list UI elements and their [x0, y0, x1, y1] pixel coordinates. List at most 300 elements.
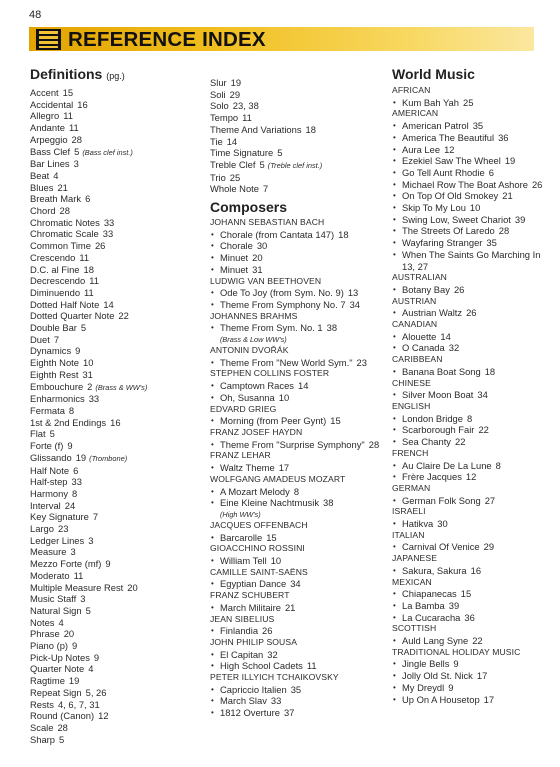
- definition-entry: [210, 159, 385, 172]
- definition-term: Blues: [30, 181, 54, 193]
- page-ref: 11: [306, 660, 317, 672]
- category-heading: CARIBBEAN: [392, 354, 443, 365]
- definition-entry: [30, 205, 190, 217]
- piece-title: Alouette: [402, 330, 437, 342]
- composers-heading: Composers: [210, 199, 288, 216]
- page-ref: 11: [63, 110, 73, 122]
- piece-title: Jolly Old St. Nick: [402, 670, 473, 682]
- page-ref: 25: [462, 96, 474, 108]
- page-number: 48: [29, 9, 42, 21]
- category-heading: FRANZ LEHAR: [210, 450, 271, 461]
- piece-title: Auld Lang Syne: [402, 635, 469, 647]
- piece-entry: [392, 658, 552, 670]
- definition-note: (Treble clef inst.): [267, 160, 323, 170]
- definition-term: Beat: [30, 169, 50, 181]
- category-heading: AUSTRALIAN: [392, 272, 447, 283]
- piece-entry: [210, 486, 385, 498]
- category-heading: JACQUES OFFENBACH: [210, 519, 308, 530]
- piece-title: Frère Jacques: [402, 471, 462, 483]
- definition-entry: [30, 345, 190, 357]
- definition-entry: [30, 570, 190, 582]
- piece-title: La Cucaracha: [402, 611, 461, 623]
- definition-term: Dotted Half Note: [30, 298, 100, 310]
- category-heading: TRADITIONAL HOLIDAY MUSIC: [392, 646, 521, 657]
- page-ref: 14: [103, 298, 114, 310]
- definition-entry: [30, 217, 190, 229]
- category-heading: SCOTTISH: [392, 623, 437, 634]
- piece-title: Chorale: [220, 240, 253, 252]
- piece-entry: [210, 462, 385, 474]
- piece-title: O Canada: [402, 342, 445, 354]
- piece-entry: [392, 225, 552, 237]
- page-ref: 15: [266, 531, 277, 543]
- piece-entry: [392, 612, 552, 624]
- definition-entry: [30, 699, 190, 711]
- piece-entry: [210, 578, 385, 590]
- category-heading: JOHN PHILIP SOUSA: [210, 636, 298, 647]
- page-ref: 25: [229, 171, 241, 183]
- page-ref: 8: [68, 404, 75, 416]
- page-ref: 36: [464, 611, 475, 623]
- page-ref: 24: [64, 499, 76, 511]
- category-heading: STEPHEN COLLINS FOSTER: [210, 368, 330, 379]
- page-ref: 13, 27: [402, 260, 429, 272]
- page-ref: 3: [88, 534, 94, 546]
- piece-entry: [210, 555, 385, 567]
- page-ref: 26: [262, 625, 273, 637]
- piece-entry: [210, 322, 385, 334]
- definition-entry: [30, 393, 190, 405]
- piece-entry: [210, 439, 385, 451]
- piece-title: Kum Bah Yah: [402, 96, 459, 108]
- world-music-column: [392, 66, 552, 705]
- page-ref: 5, 26: [85, 686, 107, 698]
- page-ref: 9: [453, 658, 459, 670]
- page-ref: 39: [514, 213, 526, 225]
- piece-entry: [392, 202, 552, 214]
- piece-entry: [210, 264, 385, 276]
- page-ref: 5: [74, 145, 80, 157]
- page-ref: 21: [57, 181, 68, 193]
- page-ref: 5: [85, 604, 91, 616]
- definition-entry: [30, 417, 190, 429]
- page-ref: 8: [495, 459, 501, 471]
- piece-entry: [392, 366, 552, 378]
- definition-term: Solo: [210, 100, 229, 112]
- page-ref: 15: [62, 87, 74, 98]
- definition-entry: [30, 193, 190, 205]
- category-heading: WOLFGANG AMADEUS MOZART: [210, 473, 346, 484]
- page-ref: 33: [71, 476, 82, 488]
- definition-entry: [30, 122, 190, 134]
- definition-term: Natural Sign: [30, 604, 82, 616]
- definition-entry: [30, 357, 190, 369]
- definition-term: Rests: [30, 698, 54, 710]
- definition-entry: [30, 310, 190, 322]
- piece-entry: [210, 287, 385, 299]
- page-ref: 28: [57, 721, 68, 733]
- definition-entry: [210, 112, 385, 124]
- page-ref: 34: [290, 578, 301, 590]
- page-ref: 7: [92, 511, 99, 523]
- stripes-logo-icon: [36, 29, 61, 50]
- piece-title: 1812 Overture: [220, 707, 280, 719]
- page-ref: 5: [277, 147, 283, 159]
- definition-term: Enharmonics: [30, 393, 85, 405]
- definition-term: Trio: [210, 171, 226, 183]
- definition-term: Dynamics: [30, 345, 72, 357]
- definition-entry: [210, 172, 385, 184]
- definition-term: Bar Lines: [30, 158, 70, 170]
- page-ref: 18: [338, 228, 349, 240]
- definition-term: Allegro: [30, 110, 60, 122]
- definition-term: Decrescendo: [30, 275, 86, 287]
- piece-title: La Bamba: [402, 599, 445, 611]
- piece-entry: [210, 532, 385, 544]
- piece-title: Capriccio Italien: [220, 683, 287, 695]
- piece-title: Chiapanecas: [402, 588, 457, 600]
- piece-entry: [210, 649, 385, 661]
- piece-title: Theme From "New World Sym.": [220, 356, 353, 368]
- piece-entry: [392, 565, 552, 577]
- page-ref: 9: [75, 345, 81, 357]
- page-ref: 10: [278, 391, 290, 403]
- definition-term: Treble Clef: [210, 158, 256, 170]
- piece-entry: [210, 625, 385, 637]
- definition-term: Harmony: [30, 487, 69, 499]
- page-ref: 23, 38: [232, 100, 259, 112]
- piece-title: When The Saints Go Marching In: [402, 248, 541, 260]
- page-ref: 18: [484, 365, 496, 377]
- definition-entry: [30, 663, 190, 675]
- page-ref: 36: [498, 131, 509, 143]
- definition-term: Dotted Quarter Note: [30, 310, 115, 322]
- definition-entry: [210, 100, 385, 112]
- page-ref: 4: [58, 616, 64, 628]
- definition-entry: [30, 275, 190, 287]
- piece-note: (High WW's): [220, 509, 261, 519]
- definition-term: Chromatic Notes: [30, 216, 100, 228]
- definition-entry: [30, 465, 190, 477]
- definition-term: Repeat Sign: [30, 686, 82, 698]
- page-ref: 10: [270, 555, 282, 567]
- page-ref: 10: [469, 202, 481, 214]
- definition-entry: [210, 147, 385, 159]
- category-heading: FRANZ SCHUBERT: [210, 590, 290, 601]
- definition-entry: [30, 558, 190, 570]
- definition-term: Ledger Lines: [30, 534, 85, 546]
- definition-entry: [30, 675, 190, 687]
- page-ref: 4: [88, 663, 94, 675]
- page-ref: 10: [83, 357, 94, 369]
- definition-note: (Trombone): [89, 453, 128, 463]
- piece-entry: [392, 179, 552, 191]
- definition-entry: [30, 369, 190, 381]
- piece-title: Carnival Of Venice: [402, 541, 480, 553]
- page-ref: 26: [94, 240, 106, 252]
- definition-entry: [30, 334, 190, 346]
- piece-title: Eine Kleine Nachtmusik: [220, 497, 320, 509]
- page-ref: 33: [270, 695, 282, 707]
- definition-term: Accent: [30, 87, 59, 98]
- page-ref: 26: [453, 283, 465, 295]
- definition-entry: [30, 628, 190, 640]
- page-ref: 12: [98, 710, 109, 722]
- page-ref: 19: [230, 77, 242, 88]
- page-ref: 21: [284, 601, 296, 613]
- page-ref: 30: [437, 518, 448, 530]
- piece-entry: [392, 132, 552, 144]
- definitions-column: [30, 66, 190, 745]
- category-heading: CHINESE: [392, 377, 431, 388]
- piece-entry: [210, 415, 385, 427]
- page-ref: 9: [72, 640, 78, 652]
- piece-entry: [392, 460, 552, 472]
- definition-term: Scale: [30, 721, 54, 733]
- piece-entry: [392, 635, 552, 647]
- piece-title: Ezekiel Saw The Wheel: [402, 155, 501, 167]
- piece-entry: [210, 392, 385, 404]
- definition-entry: [30, 110, 190, 122]
- page-ref: 2: [87, 380, 93, 392]
- definition-note: (Brass & WW's): [95, 382, 148, 392]
- piece-entry: [392, 284, 552, 296]
- piece-entry: [210, 380, 385, 392]
- piece-title: Hatikva: [402, 518, 434, 530]
- page-ref: 22: [118, 310, 129, 322]
- piece-entry: [392, 167, 552, 179]
- page-ref: 5: [59, 733, 65, 745]
- definition-term: Breath Mark: [30, 193, 82, 205]
- piece-entry: [392, 518, 552, 530]
- definition-term: Sharp: [30, 733, 56, 745]
- definition-entry: [30, 582, 190, 594]
- definition-term: Measure: [30, 546, 67, 558]
- page-ref: 9: [93, 651, 100, 663]
- definition-entry: [30, 134, 190, 146]
- piece-entry: [392, 155, 552, 167]
- piece-title: March Slav: [220, 695, 267, 707]
- piece-entry: [210, 252, 385, 264]
- category-heading: MEXICAN: [392, 576, 432, 587]
- definitions-heading-text: Definitions: [30, 66, 103, 82]
- page-ref: 26: [466, 307, 477, 319]
- piece-entry: [210, 602, 385, 614]
- piece-title: Jingle Bells: [402, 658, 450, 670]
- piece-title: German Folk Song: [402, 494, 481, 506]
- piece-entry: [392, 120, 552, 132]
- piece-entry: [392, 413, 552, 425]
- piece-title: Michael Row The Boat Ashore: [402, 178, 528, 190]
- piece-title: High School Cadets: [220, 660, 303, 672]
- page-ref: 38: [323, 497, 334, 509]
- page-ref: 23: [356, 356, 367, 368]
- page-ref: 3: [80, 593, 86, 605]
- piece-title: On Top Of Old Smokey: [402, 190, 499, 202]
- definition-term: Flat: [30, 428, 46, 440]
- definition-term: Notes: [30, 616, 55, 628]
- piece-entry: [210, 497, 385, 509]
- piece-entry: [392, 694, 552, 706]
- definition-entry: [30, 170, 190, 182]
- piece-entry: [392, 331, 552, 343]
- definition-term: Double Bar: [30, 322, 77, 334]
- piece-title: My Dreydl: [402, 681, 445, 693]
- definition-term: Multiple Measure Rest: [30, 581, 124, 593]
- piece-entry: [392, 600, 552, 612]
- page-ref: 5: [259, 158, 265, 170]
- definition-entry: [30, 640, 190, 652]
- category-heading: AUSTRIAN: [392, 295, 437, 306]
- page-ref: 26: [531, 178, 543, 190]
- definition-term: 1st & 2nd Endings: [30, 416, 107, 428]
- piece-title: The Streets Of Laredo: [402, 225, 495, 237]
- category-heading: JAPANESE: [392, 553, 438, 564]
- page-ref: 28: [498, 225, 510, 237]
- page-ref: 35: [472, 120, 484, 132]
- category-heading: ANTONIN DVOŘÁK: [210, 345, 289, 356]
- piece-title: A Mozart Melody: [220, 485, 290, 497]
- page-ref: 8: [467, 412, 473, 424]
- page-ref: 9: [67, 440, 73, 452]
- piece-entry: [392, 495, 552, 507]
- page-ref: 19: [68, 675, 80, 687]
- piece-title: Go Tell Aunt Rhodie: [402, 166, 485, 178]
- page-ref: 20: [252, 252, 263, 264]
- piece-title: Aura Lee: [402, 143, 441, 155]
- definition-term: Quarter Note: [30, 663, 85, 675]
- definition-entry: [30, 87, 190, 99]
- definition-note: (Bass clef inst.): [82, 147, 133, 157]
- piece-title: Theme From "Surprise Symphony": [220, 438, 365, 450]
- definition-term: Whole Note: [210, 183, 259, 195]
- category-heading: CANADIAN: [392, 319, 438, 330]
- page-ref: 9: [448, 681, 454, 693]
- definition-entry: [30, 299, 190, 311]
- definition-entry: [210, 77, 385, 89]
- piece-title: Ode To Joy (from Sym. No. 9): [220, 287, 344, 299]
- category-heading: FRANZ JOSEF HAYDN: [210, 426, 303, 437]
- page-ref: 23: [57, 523, 69, 535]
- piece-entry: [392, 682, 552, 694]
- piece-title: Waltz Theme: [220, 462, 275, 474]
- definition-entry: [30, 710, 190, 722]
- piece-entry: [392, 342, 552, 354]
- page-ref: 14: [440, 330, 451, 342]
- definition-term: Largo: [30, 523, 54, 535]
- piece-title: Finlandia: [220, 625, 259, 637]
- page-ref: 4, 6, 7, 31: [57, 698, 100, 710]
- page-ref: 14: [226, 135, 238, 147]
- definition-term: Duet: [30, 333, 50, 345]
- piece-title: Botany Bay: [402, 283, 450, 295]
- definition-term: Eighth Rest: [30, 368, 79, 380]
- page-ref: 22: [472, 635, 483, 647]
- page-ref: 29: [229, 88, 241, 100]
- definition-term: Diminuendo: [30, 286, 81, 298]
- category-heading: AFRICAN: [392, 85, 431, 95]
- page-ref: 34: [477, 389, 488, 401]
- page-ref: 7: [262, 183, 269, 195]
- piece-title: Egyptian Dance: [220, 578, 287, 590]
- definition-entry: [30, 240, 190, 252]
- piece-note: (Brass & Low WW's): [220, 335, 287, 345]
- page-ref: 35: [486, 237, 497, 249]
- definition-entry: [210, 89, 385, 101]
- page-ref: 11: [68, 122, 79, 134]
- definition-entry: [30, 523, 190, 535]
- definition-term: Eighth Note: [30, 357, 79, 369]
- piece-title: London Bridge: [402, 412, 463, 424]
- page-ref: 19: [504, 155, 516, 167]
- page-ref: 11: [242, 112, 252, 124]
- definition-term: Slur: [210, 77, 227, 88]
- definition-term: Glissando: [30, 451, 72, 463]
- definition-entry: [30, 734, 190, 746]
- piece-entry: [210, 660, 385, 672]
- piece-title: Banana Boat Song: [402, 365, 481, 377]
- composers-column: [210, 77, 385, 719]
- definition-term: Common Time: [30, 240, 91, 252]
- page-ref: 5: [80, 322, 87, 334]
- page-ref: 3: [70, 546, 76, 558]
- definition-term: Interval: [30, 499, 61, 511]
- piece-entry: [392, 588, 552, 600]
- page-ref: 6: [488, 166, 494, 178]
- piece-title: Barcarolle: [220, 531, 263, 543]
- piece-entry: [392, 214, 552, 226]
- definition-entry: [30, 146, 190, 159]
- piece-title: Minuet: [220, 252, 249, 264]
- piece-title: Scarborough Fair: [402, 424, 475, 436]
- definition-entry: [30, 440, 190, 452]
- definition-term: Tie: [210, 135, 223, 147]
- page-ref: 31: [82, 368, 93, 380]
- page-ref: 11: [84, 286, 94, 298]
- piece-entry: [392, 237, 552, 249]
- page-ref: 38: [326, 322, 338, 334]
- definition-entry: [30, 252, 190, 264]
- definition-term: Forte (f): [30, 440, 64, 452]
- page-ref: 33: [88, 393, 100, 405]
- definition-term: Key Signature: [30, 511, 89, 523]
- page-ref: 29: [483, 541, 495, 553]
- piece-entry: [392, 670, 552, 682]
- piece-title: Camptown Races: [220, 380, 294, 392]
- piece-entry: [392, 436, 552, 448]
- page-ref: 22: [478, 424, 489, 436]
- definition-entry: [30, 452, 190, 465]
- page-ref: 11: [89, 275, 99, 287]
- definition-entry: [30, 158, 190, 170]
- category-heading: JEAN SIBELIUS: [210, 613, 275, 624]
- definition-term: Chord: [30, 205, 56, 217]
- definition-term: Arpeggio: [30, 133, 68, 145]
- definition-entry: [30, 405, 190, 417]
- page-ref: 37: [283, 707, 295, 719]
- page-ref: 21: [502, 190, 513, 202]
- page-ref: 15: [330, 415, 341, 427]
- category-heading: ITALIAN: [392, 529, 425, 540]
- piece-title: Skip To My Lou: [402, 202, 466, 214]
- definition-entry: [30, 722, 190, 734]
- definition-term: Theme And Variations: [210, 123, 302, 135]
- definition-entry: [30, 617, 190, 629]
- definition-entry: [30, 428, 190, 440]
- definition-term: Ragtime: [30, 675, 65, 687]
- piece-title: Sea Chanty: [402, 436, 451, 448]
- definition-term: Accidental: [30, 98, 74, 110]
